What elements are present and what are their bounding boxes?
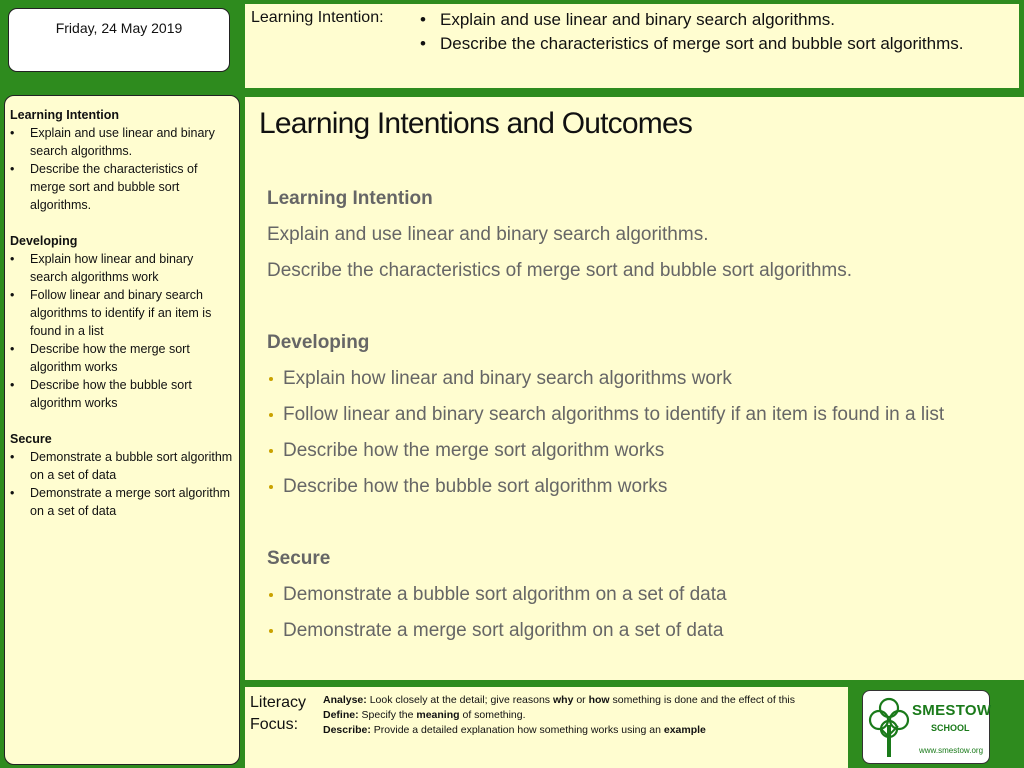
sidebar-heading-learning-intention: Learning Intention (10, 108, 120, 122)
literacy-definitions (323, 693, 795, 738)
section-heading-developing: Developing (267, 332, 370, 353)
page-title: Learning Intentions and Outcomes (259, 107, 693, 140)
secure-item: Demonstrate a bubble sort algorithm on a set of data (267, 577, 1017, 613)
sidebar-item: • Describe how the bubble sort algorithm works (10, 376, 233, 412)
outcomes-body (267, 181, 1017, 649)
learning-intention-item: • Explain and use linear and binary search algorithms. (420, 8, 1010, 32)
secure-item: Demonstrate a merge sort algorithm on a set of data (267, 613, 1017, 649)
sidebar-list-secure (10, 448, 233, 520)
keyword-why: why (552, 694, 574, 706)
sidebar-heading-secure: Secure (10, 432, 52, 446)
sidebar-item: • Demonstrate a bubble sort algorithm on a set of data (10, 448, 233, 484)
definition-define (323, 708, 795, 723)
definition-text: or (573, 694, 589, 706)
definition-text: Look closely at the detail; give reasons (366, 694, 553, 706)
developing-list (267, 361, 1017, 505)
literacy-label-line: Focus: (250, 716, 299, 733)
sidebar-list-learning-intention (10, 124, 233, 214)
developing-item: Describe how the merge sort algorithm works (267, 433, 1017, 469)
keyword-example: example (663, 724, 706, 736)
secure-list (267, 577, 1017, 649)
learning-intention-line: Describe the characteristics of merge sort and bubble sort algorithms. (267, 260, 853, 281)
section-heading-learning-intention: Learning Intention (267, 188, 433, 209)
main-content-panel (245, 97, 1024, 680)
developing-item: Follow linear and binary search algorithms to identify if an item is found in a list (267, 397, 1017, 433)
learning-intention-item: • Describe the characteristics of merge sort and bubble sort algorithms. (420, 32, 1010, 56)
sidebar-item: • Follow linear and binary search algorithms to identify if an item is found in a list (10, 286, 233, 340)
sidebar-heading-developing: Developing (10, 234, 78, 248)
definition-text: of something. (459, 709, 526, 721)
date-box (8, 8, 230, 72)
sidebar-list-developing (10, 250, 233, 412)
developing-item: Describe how the bubble sort algorithm works (267, 469, 1017, 505)
sidebar-item: • Describe the characteristics of merge sort and bubble sort algorithms. (10, 160, 233, 214)
term-define: Define: (323, 709, 359, 721)
definition-text: something is done and the effect of this (609, 694, 796, 706)
sidebar-item: • Demonstrate a merge sort algorithm on a set of data (10, 484, 233, 520)
definition-analyse (323, 693, 795, 708)
developing-item: Explain how linear and binary search algorithms work (267, 361, 1017, 397)
learning-intention-line: Explain and use linear and binary search algorithms. (267, 224, 709, 245)
sidebar-item: • Describe how the merge sort algorithm works (10, 340, 233, 376)
keyword-meaning: meaning (416, 709, 460, 721)
definition-text: Specify the (358, 709, 417, 721)
learning-intention-label: Learning Intention: (251, 9, 384, 26)
sidebar-item: • Explain and use linear and binary search algorithms. (10, 124, 233, 160)
literacy-focus-panel (245, 687, 848, 768)
logo-name: SMESTOW (912, 702, 992, 719)
definition-text: Provide a detailed explanation how something works using an (370, 724, 664, 736)
date-text: Friday, 24 May 2019 (55, 20, 183, 36)
term-analyse: Analyse: (323, 694, 367, 706)
literacy-focus-label (250, 692, 320, 736)
sidebar-outcomes (4, 95, 240, 765)
learning-intention-list (420, 8, 1010, 56)
learning-intention-banner (245, 4, 1019, 88)
logo-website: www.smestow.org (919, 746, 984, 755)
keyword-how: how (588, 694, 610, 706)
term-describe: Describe: (323, 724, 371, 736)
logo-subtitle: SCHOOL (931, 723, 970, 733)
school-logo (862, 690, 990, 764)
sidebar-item: • Explain how linear and binary search algorithms work (10, 250, 233, 286)
literacy-label-line: Literacy (250, 694, 307, 711)
section-heading-secure: Secure (267, 548, 331, 569)
tree-logo-icon (867, 695, 911, 761)
definition-describe (323, 723, 795, 738)
